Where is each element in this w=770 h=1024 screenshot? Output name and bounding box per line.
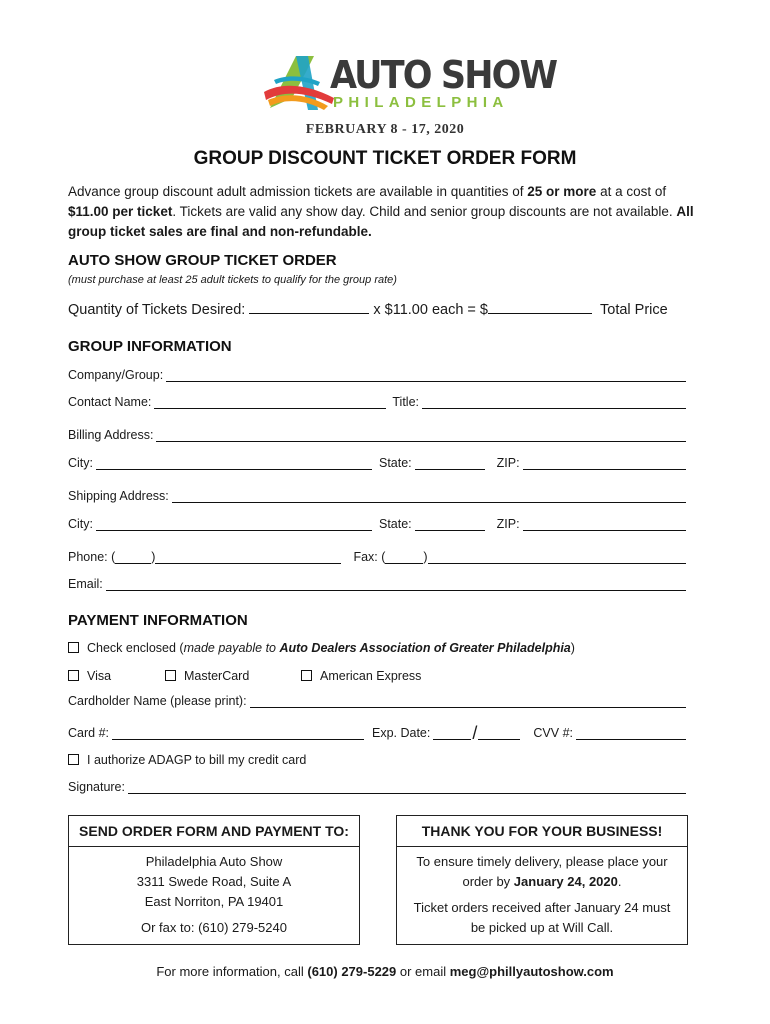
thank-you-box — [396, 815, 688, 945]
billing-row: Billing Address: — [68, 428, 686, 442]
fax-area-code-field[interactable] — [385, 552, 423, 564]
email-field[interactable] — [106, 579, 686, 591]
logo-subtitle: PHILADELPHIA — [333, 94, 509, 111]
cardholder-name-field[interactable] — [250, 696, 686, 708]
thank-you-heading: THANK YOU FOR YOUR BUSINESS! — [421, 823, 663, 839]
group-info-heading: GROUP INFORMATION — [68, 338, 232, 355]
will-call-note: Ticket orders received after January 24 must be picked up at Will Call. — [413, 900, 671, 935]
company-field[interactable] — [166, 370, 686, 382]
footer-contact: For more information, call (610) 279-5229 or email meg@phillyautoshow.com — [156, 964, 614, 979]
shipping-address-field[interactable] — [172, 491, 686, 503]
shipping-city-row: City: State: ZIP: — [68, 517, 686, 531]
contact-name-field[interactable] — [154, 397, 386, 409]
send-order-box — [68, 815, 360, 945]
company-row: Company/Group: — [68, 368, 686, 382]
event-dates: FEBRUARY 8 - 17, 2020 — [305, 122, 465, 137]
billing-zip-field[interactable] — [523, 458, 686, 470]
shipping-zip-field[interactable] — [523, 519, 686, 531]
exp-year-field[interactable] — [478, 728, 520, 740]
phone-fax-row: Phone: ( ) Fax: ( ) — [68, 550, 686, 564]
billing-address-field[interactable] — [156, 430, 686, 442]
shipping-row: Shipping Address: — [68, 489, 686, 503]
fax-number: Or fax to: (610) 279-5240 — [141, 920, 287, 935]
billing-city-row: City: State: ZIP: — [68, 456, 686, 470]
check-enclosed-checkbox[interactable] — [68, 642, 79, 653]
authorize-checkbox[interactable] — [68, 754, 79, 765]
email-row: Email: — [68, 577, 686, 591]
page-title: GROUP DISCOUNT TICKET ORDER FORM — [193, 148, 577, 169]
mail-street: 3311 Swede Road, Suite A — [136, 874, 292, 889]
auto-show-logo — [262, 52, 557, 118]
send-order-divider — [69, 846, 359, 847]
footer-phone: (610) 279-5229 — [307, 964, 397, 979]
card-number-row: Card #: Exp. Date: / CVV #: — [68, 726, 686, 740]
signature-row: Signature: — [68, 780, 686, 794]
total-price-field[interactable] — [488, 301, 592, 314]
logo-title: AUTO SHOW — [330, 53, 557, 97]
ticket-order-heading: AUTO SHOW GROUP TICKET ORDER — [68, 252, 337, 269]
contact-row: Contact Name: Title: — [68, 395, 686, 409]
quantity-row: Quantity of Tickets Desired: x $11.00 each = $ Total Price — [68, 302, 668, 318]
signature-field[interactable] — [128, 782, 686, 794]
mastercard-checkbox[interactable] — [165, 670, 176, 681]
card-number-field[interactable] — [112, 728, 364, 740]
logo-mark-icon — [262, 52, 336, 114]
visa-checkbox[interactable] — [68, 670, 79, 681]
payment-heading: PAYMENT INFORMATION — [68, 612, 248, 629]
authorize-row: I authorize ADAGP to bill my credit card — [68, 753, 686, 767]
ticket-order-note: (must purchase at least 25 adult tickets to qualify for the group rate) — [68, 274, 397, 286]
amex-checkbox[interactable] — [301, 670, 312, 681]
thank-you-divider — [397, 846, 687, 847]
footer-email[interactable]: meg@phillyautoshow.com — [449, 964, 614, 979]
contact-title-field[interactable] — [422, 397, 686, 409]
shipping-state-field[interactable] — [415, 519, 485, 531]
mail-city: East Norriton, PA 19401 — [144, 894, 284, 909]
phone-area-code-field[interactable] — [115, 552, 151, 564]
send-order-heading: SEND ORDER FORM AND PAYMENT TO: — [79, 823, 349, 839]
delivery-note: To ensure timely delivery, please place your order by January 24, 2020. — [416, 854, 668, 889]
cardholder-row: Cardholder Name (please print): — [68, 694, 686, 708]
check-row: Check enclosed (made payable to Auto Dealers Association of Greater Philadelphia) — [68, 641, 686, 655]
billing-state-field[interactable] — [415, 458, 485, 470]
intro-paragraph: Advance group discount adult admission tickets are available in quantities of 25 or more at a cost of $11.00 per ticket. Tickets are valid any show day. Child and senior group discounts are not available. All group ticket sales are final and non-refundable. — [68, 184, 694, 239]
shipping-city-field[interactable] — [96, 519, 372, 531]
mail-name: Philadelphia Auto Show — [145, 854, 283, 869]
quantity-field[interactable] — [249, 301, 369, 314]
fax-number-field[interactable] — [428, 552, 686, 564]
cvv-field[interactable] — [576, 728, 686, 740]
phone-number-field[interactable] — [155, 552, 341, 564]
billing-city-field[interactable] — [96, 458, 372, 470]
exp-month-field[interactable] — [433, 728, 471, 740]
